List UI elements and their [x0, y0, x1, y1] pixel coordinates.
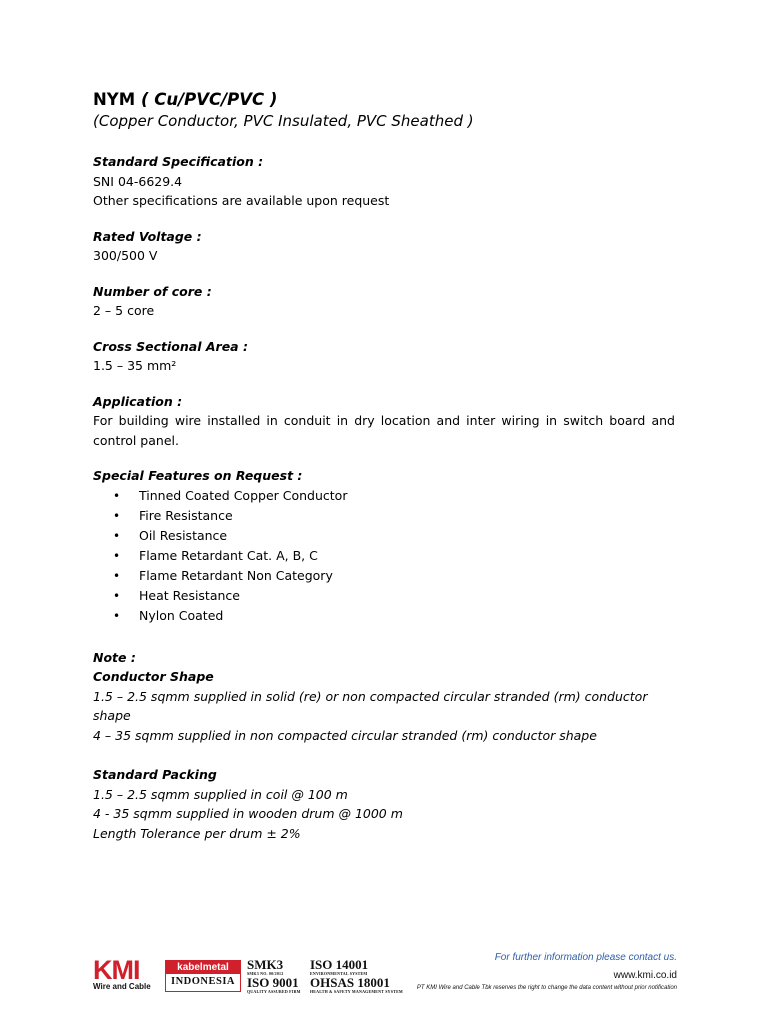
standard-note: Other specifications are available upon request — [93, 193, 390, 208]
bullet-icon: • — [113, 548, 121, 563]
bullet-icon: • — [113, 528, 121, 543]
disclaimer-text: PT KMI Wire and Cable Tbk reserves the right to change the data content without prior notification — [416, 985, 677, 991]
list-item — [93, 606, 675, 626]
smk3-iso9001-badge — [247, 958, 301, 994]
bullet-icon: • — [113, 508, 121, 523]
feature-text: Nylon Coated — [139, 607, 224, 623]
iso14001-ohsas-badge — [310, 958, 403, 994]
kmi-logo-letters: KMI — [93, 955, 140, 985]
list-item — [93, 586, 675, 606]
area-section — [93, 337, 675, 376]
conductor-shape-line: 4 – 35 sqmm supplied in non compacted circular stranded (rm) conductor shape — [93, 727, 597, 743]
feature-text: Flame Retardant Cat. A, B, C — [139, 547, 318, 563]
kmi-logo-tagline: Wire and Cable — [93, 982, 151, 991]
bullet-icon: • — [113, 488, 121, 503]
voltage-section — [93, 227, 675, 266]
page-title — [93, 89, 675, 111]
voltage-label: Rated Voltage : — [93, 228, 202, 244]
voltage-value: 300/500 V — [93, 248, 158, 263]
application-section — [93, 392, 675, 451]
features-list — [93, 486, 675, 626]
smk3-text: SMK3 — [247, 957, 284, 972]
area-label: Cross Sectional Area : — [93, 338, 248, 354]
page-subtitle: (Copper Conductor, PVC Insulated, PVC Sheathed ) — [93, 112, 474, 130]
iso14001-subtext: ENVIRONMENTAL SYSTEM — [310, 971, 368, 976]
website-link[interactable]: www.kmi.co.id — [613, 970, 677, 981]
kabelmetal-logo-bottom: INDONESIA — [170, 976, 235, 987]
packing-line: 4 - 35 sqmm supplied in wooden drum @ 1000 m — [93, 806, 403, 821]
feature-text: Heat Resistance — [139, 587, 240, 603]
kabelmetal-logo — [165, 960, 241, 992]
ohsas-subtext: HEALTH & SAFETY MANAGEMENT SYSTEM — [310, 989, 403, 994]
iso9001-subtext: QUALITY ASSURED FIRM — [247, 989, 301, 994]
cores-section — [93, 282, 675, 321]
application-label: Application : — [93, 393, 183, 409]
feature-text: Flame Retardant Non Category — [139, 567, 333, 583]
cores-label: Number of core : — [93, 283, 212, 299]
feature-text: Fire Resistance — [139, 507, 233, 523]
iso9001-text: ISO 9001 — [247, 975, 299, 990]
application-text: For building wire installed in conduit in dry location and inter wiring in switch board and control panel. — [93, 413, 675, 448]
feature-text: Tinned Coated Copper Conductor — [139, 487, 348, 503]
packing-section — [93, 765, 675, 843]
features-section — [93, 466, 675, 626]
conductor-shape-line: 1.5 – 2.5 sqmm supplied in solid (re) or non compacted circular stranded (rm) conductor shape — [93, 688, 648, 723]
kmi-logo — [93, 955, 161, 996]
kabelmetal-logo-top: kabelmetal — [166, 961, 240, 974]
list-item — [93, 526, 675, 546]
bullet-icon: • — [113, 568, 121, 583]
iso14001-text: ISO 14001 — [310, 957, 369, 972]
cores-value: 2 – 5 core — [93, 303, 155, 318]
note-label: Note : — [93, 649, 136, 665]
standard-label: Standard Specification : — [93, 154, 264, 169]
smk3-subtext: SMK3 NO. 00/2012 — [247, 971, 284, 976]
list-item — [93, 486, 675, 506]
standard-value: SNI 04-6629.4 — [93, 173, 183, 189]
title-main: NYM — [93, 90, 136, 109]
standard-section — [93, 152, 675, 211]
feature-text: Oil Resistance — [139, 527, 228, 543]
title-material: ( Cu/PVC/PVC ) — [140, 90, 278, 109]
standard-packing-heading: Standard Packing — [93, 767, 217, 782]
conductor-shape-heading: Conductor Shape — [93, 669, 214, 684]
list-item — [93, 506, 675, 526]
contact-prompt: For further information please contact us. — [494, 952, 677, 963]
ohsas-text: OHSAS 18001 — [310, 975, 390, 990]
bullet-icon: • — [113, 608, 121, 623]
packing-line: Length Tolerance per drum ± 2% — [93, 825, 301, 841]
list-item — [93, 546, 675, 566]
bullet-icon: • — [113, 588, 121, 603]
list-item — [93, 566, 675, 586]
spec-sheet — [93, 89, 675, 859]
footer — [93, 950, 677, 1000]
features-label: Special Features on Request : — [93, 468, 303, 483]
area-value: 1.5 – 35 mm² — [93, 358, 177, 373]
note-section — [93, 648, 675, 746]
packing-line: 1.5 – 2.5 sqmm supplied in coil @ 100 m — [93, 786, 348, 802]
